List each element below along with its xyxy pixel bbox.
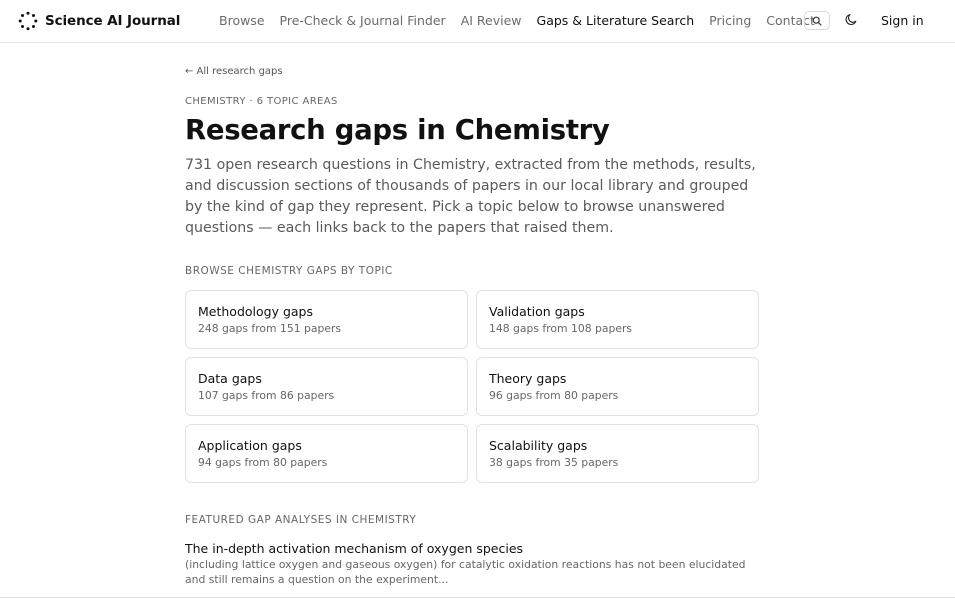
- category-eyebrow: CHEMISTRY · 6 TOPIC AREAS: [185, 96, 338, 107]
- nav-gaps-literature-search[interactable]: Gaps & Literature Search: [536, 13, 695, 28]
- topics-section-heading: BROWSE CHEMISTRY GAPS BY TOPIC: [185, 265, 393, 277]
- featured-section-heading: FEATURED GAP ANALYSES IN CHEMISTRY: [185, 514, 417, 526]
- search-button[interactable]: [804, 11, 830, 30]
- sign-in-link[interactable]: Sign in: [881, 13, 924, 28]
- featured-gap-excerpt: (including lattice oxygen and gaseous oxygen) for catalytic oxidation reactions has not been elucidated and still remains a question on the experiment...: [185, 558, 746, 586]
- topic-card-meta: 38 gaps from 35 papers: [489, 456, 619, 469]
- topic-card-meta: 94 gaps from 80 papers: [198, 456, 328, 469]
- brand-home-link[interactable]: [18, 10, 180, 32]
- topic-card-meta: 148 gaps from 108 papers: [489, 322, 633, 335]
- topic-card-title: Theory gaps: [489, 371, 567, 386]
- nav-ai-review[interactable]: AI Review: [460, 13, 522, 28]
- topic-card-application[interactable]: [185, 424, 468, 483]
- search-icon: [812, 11, 822, 30]
- topic-card-title: Scalability gaps: [489, 438, 588, 453]
- topic-card-title: Methodology gaps: [198, 304, 313, 319]
- moon-icon: [845, 11, 858, 30]
- topic-card-title: Application gaps: [198, 438, 302, 453]
- back-to-all-gaps-link[interactable]: ← All research gaps: [185, 66, 283, 77]
- topic-card-methodology[interactable]: [185, 290, 468, 349]
- theme-toggle-button[interactable]: [843, 12, 860, 29]
- topic-card-data[interactable]: [185, 357, 468, 416]
- topic-card-meta: 107 gaps from 86 papers: [198, 389, 335, 402]
- page-title: Research gaps in Chemistry: [185, 114, 610, 146]
- main-nav: [219, 13, 815, 28]
- topic-card-title: Data gaps: [198, 371, 262, 386]
- topic-card-validation[interactable]: [476, 290, 759, 349]
- bottom-divider: [0, 597, 955, 598]
- nav-contact[interactable]: Contact: [766, 13, 815, 28]
- topic-card-scalability[interactable]: [476, 424, 759, 483]
- nav-browse[interactable]: Browse: [219, 13, 265, 28]
- topic-card-meta: 248 gaps from 151 papers: [198, 322, 342, 335]
- topic-card-title: Validation gaps: [489, 304, 585, 319]
- nav-pre-check-journal-finder[interactable]: Pre-Check & Journal Finder: [279, 13, 446, 28]
- topic-card-theory[interactable]: [476, 357, 759, 416]
- featured-gap-title-link[interactable]: The in-depth activation mechanism of oxygen species: [185, 541, 524, 556]
- dotted-circle-logo-icon: [18, 11, 38, 31]
- nav-pricing[interactable]: Pricing: [709, 13, 752, 28]
- brand-name: Science AI Journal: [45, 13, 181, 29]
- intro-paragraph: 731 open research questions in Chemistry, extracted from the methods, results, and discussion sections of thousands of papers in our local library and grouped by the kind of gap they represent. Pick a topic below to browse unanswered questions — each links back to the papers that raised them.: [185, 157, 756, 236]
- topic-card-meta: 96 gaps from 80 papers: [489, 389, 619, 402]
- top-navigation-bar: [0, 0, 955, 43]
